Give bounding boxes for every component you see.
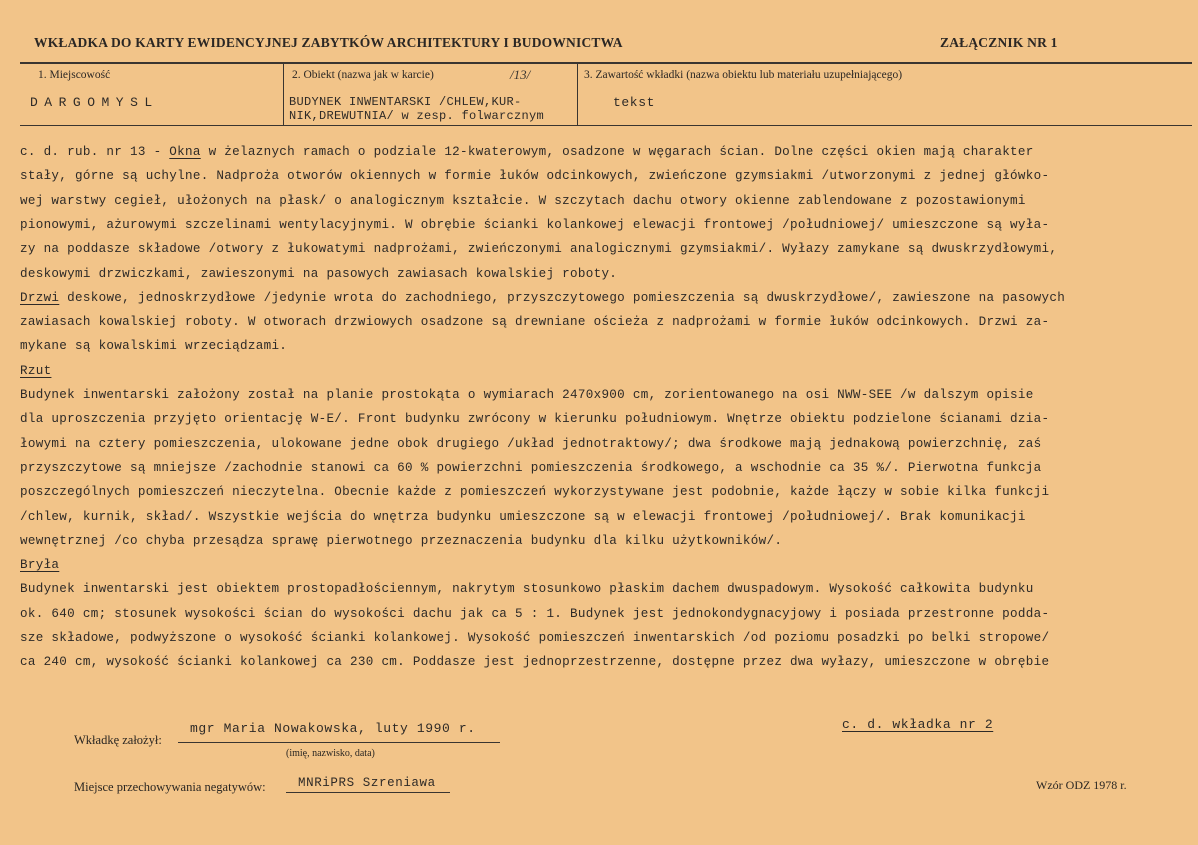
field-2-label: 2. Obiekt (nazwa jak w karcie) bbox=[292, 69, 434, 81]
form-version: Wzór ODZ 1978 r. bbox=[1036, 778, 1127, 792]
continuation-note: c. d. wkładka nr 2 bbox=[842, 717, 994, 732]
body-line-text: stały, górne są uchylne. Nadproża otworów okiennych w formie łuków odcinkowych, zwieńczone gzymsiakmi /utworzonymi z jednej główko- bbox=[20, 169, 1050, 184]
body-line bbox=[20, 412, 1049, 426]
body-line bbox=[20, 558, 59, 572]
author-value: mgr Maria Nowakowska, luty 1990 r. bbox=[190, 721, 476, 736]
negatives-underline bbox=[286, 792, 450, 793]
body-line bbox=[20, 631, 1049, 645]
top-rule bbox=[20, 62, 1192, 64]
body-line bbox=[20, 437, 1041, 451]
body-line bbox=[20, 267, 617, 281]
field-2-value-line-2: NIK,DREWUTNIA/ w zesp. folwarcznym bbox=[289, 109, 545, 123]
body-line-text: zawiasach kowalskiej roboty. W otworach drzwiowych osadzone są drewniane ościeża z nadprożami w formie łuków odcinkowych. Drzwi za- bbox=[20, 315, 1050, 330]
body-line bbox=[20, 315, 1049, 329]
table-bottom-rule bbox=[20, 125, 1192, 126]
section-heading: Bryła bbox=[20, 558, 60, 573]
attachment-number: ZAŁĄCZNIK NR 1 bbox=[940, 35, 1058, 50]
column-divider-2 bbox=[577, 62, 578, 125]
body-line bbox=[20, 194, 1026, 208]
body-line bbox=[20, 461, 1041, 475]
field-1-value: DARGOMYSL bbox=[30, 95, 159, 110]
form-title: WKŁADKA DO KARTY EWIDENCYJNEJ ZABYTKÓW ARCHITEKTURY I BUDOWNICTWA bbox=[34, 35, 623, 50]
body-line-text: mykane są kowalskimi wrzeciądzami. bbox=[20, 339, 288, 354]
body-line-text: ca 240 cm, wysokość ścianki kolankowej ca 230 cm. Poddasze jest jednoprzestrzenne, dostępne przez dwa wyłazy, umieszczone w obrębie bbox=[20, 655, 1050, 670]
body-line bbox=[20, 242, 1057, 256]
author-label: Wkładkę założył: bbox=[74, 733, 162, 747]
body-line-text: łowymi na cztery pomieszczenia, ulokowane jedne obok drugiego /układ jednotraktowy/; dwa środkowe mają jednakową powierzchnię, zaś bbox=[20, 436, 1042, 451]
body-line-text: ok. 640 cm; stosunek wysokości ścian do wysokości dachu jak ca 5 : 1. Budynek jest jednokondygnacyjowy i posiada przestronne podda- bbox=[20, 606, 1050, 621]
body-line-text: przyszczytowe są mniejsze /zachodnie stanowi ca 60 % powierzchni pomieszczenia środkowego, a wschodnie ca 35 %/. Pierwotna funkcja bbox=[20, 460, 1042, 475]
body-line-text: sze składowe, podwyższone o wysokość ścianki kolankowej. Wysokość pomieszczeń inwentarskich /od poziomu posadzki po belki stropowe/ bbox=[20, 631, 1050, 645]
body-line-text: zy na poddasze składowe /otwory z łukowatymi nadprożami, zwieńczonymi analogicznymi gzymsiakmi/. Wyłazy zamykane są dwuskrzydłowymi, bbox=[20, 242, 1058, 257]
body-line-text: deskowymi drzwiczkami, zawieszonymi na pasowych zawiasach kowalskiej roboty. bbox=[20, 266, 618, 281]
section-heading: Okna bbox=[169, 145, 201, 159]
field-3-label: 3. Zawartość wkładki (nazwa obiektu lub materiału uzupełniającego) bbox=[584, 69, 903, 81]
body-line bbox=[20, 218, 1049, 232]
body-line bbox=[20, 364, 51, 378]
body-line-text: pionowymi, ażurowymi szczelinami wentylacyjnymi. W obrębie ścianki kolankowej elewacji frontowej /południowej/ umieszczone są wyła- bbox=[20, 217, 1050, 232]
body-line-text: deskowe, jednoskrzydłowe /jedynie wrota do zachodniego, przyszczytowego pomieszczenia są dwuskrzydłowe/, zawieszone na pasowych bbox=[59, 290, 1066, 305]
body-line-text: wewnętrznej /co chyba przesądza sprawę pierwotnego przeznaczenia budynku dla kilku użytkowników/. bbox=[20, 533, 783, 548]
rubric-reference: c. d. rub. nr 13 - bbox=[20, 145, 170, 159]
author-underline bbox=[178, 742, 500, 743]
field-2-handwritten-number: /13/ bbox=[510, 67, 531, 82]
negatives-label: Miejsce przechowywania negatywów: bbox=[74, 780, 266, 794]
body-line bbox=[20, 145, 1034, 159]
field-3-value: tekst bbox=[613, 95, 656, 110]
body-line-text: wej warstwy cegieł, ułożonych na płask/ o analogicznym kształcie. W szczytach dachu otwory okienne zablendowane z pozostawionymi bbox=[20, 193, 1026, 208]
body-line bbox=[20, 607, 1049, 621]
body-line bbox=[20, 485, 1049, 499]
negatives-value: MNRiPRS Szreniawa bbox=[298, 776, 436, 790]
body-line bbox=[20, 339, 287, 353]
author-hint: (imię, nazwisko, data) bbox=[286, 748, 375, 759]
section-heading: Rzut bbox=[20, 363, 52, 378]
body-line-text: /chlew, kurnik, skład/. Wszystkie wejścia do wnętrza budynku umieszczone są w elewacji frontowej /południowej/. Brak komunikacji bbox=[20, 509, 1026, 524]
body-line bbox=[20, 582, 1034, 596]
body-line-text: w żelaznych ramach o podziale 12-kwaterowym, osadzone w węgarach ścian. Dolne części okien mają charakter bbox=[200, 145, 1034, 159]
body-line-text: poszczególnych pomieszczeń nieczytelna. Obecnie każde z pomieszczeń wykorzystywane jest podobnie, każde łączy w sobie kilka funkcji bbox=[20, 485, 1050, 500]
body-line bbox=[20, 655, 1049, 669]
column-divider-1 bbox=[283, 62, 284, 125]
body-line-text: Budynek inwentarski założony został na planie prostokąta o wymiarach 2470x900 cm, zorientowanego na osi NWW-SEE /w dalszym opisie bbox=[20, 388, 1034, 402]
body-line-text: Budynek inwentarski jest obiektem prostopadłościennym, nakrytym stosunkowo płaskim dachem dwuspadowym. Wysokość całkowita budynku bbox=[20, 582, 1034, 597]
field-1-label: 1. Miejscowość bbox=[38, 69, 111, 81]
body-line bbox=[20, 169, 1049, 183]
section-heading: Drzwi bbox=[20, 290, 60, 305]
body-line-text: dla uproszczenia przyjęto orientację W-E/. Front budynku zwrócony w kierunku południowym. Wnętrze obiektu podzielone ścianami dzia- bbox=[20, 412, 1050, 427]
body-line bbox=[20, 534, 782, 548]
body-line bbox=[20, 388, 1034, 402]
body-line bbox=[20, 291, 1065, 305]
field-2-value-line-1: BUDYNEK INWENTARSKI /CHLEW,KUR- bbox=[289, 95, 522, 109]
body-line bbox=[20, 510, 1026, 524]
